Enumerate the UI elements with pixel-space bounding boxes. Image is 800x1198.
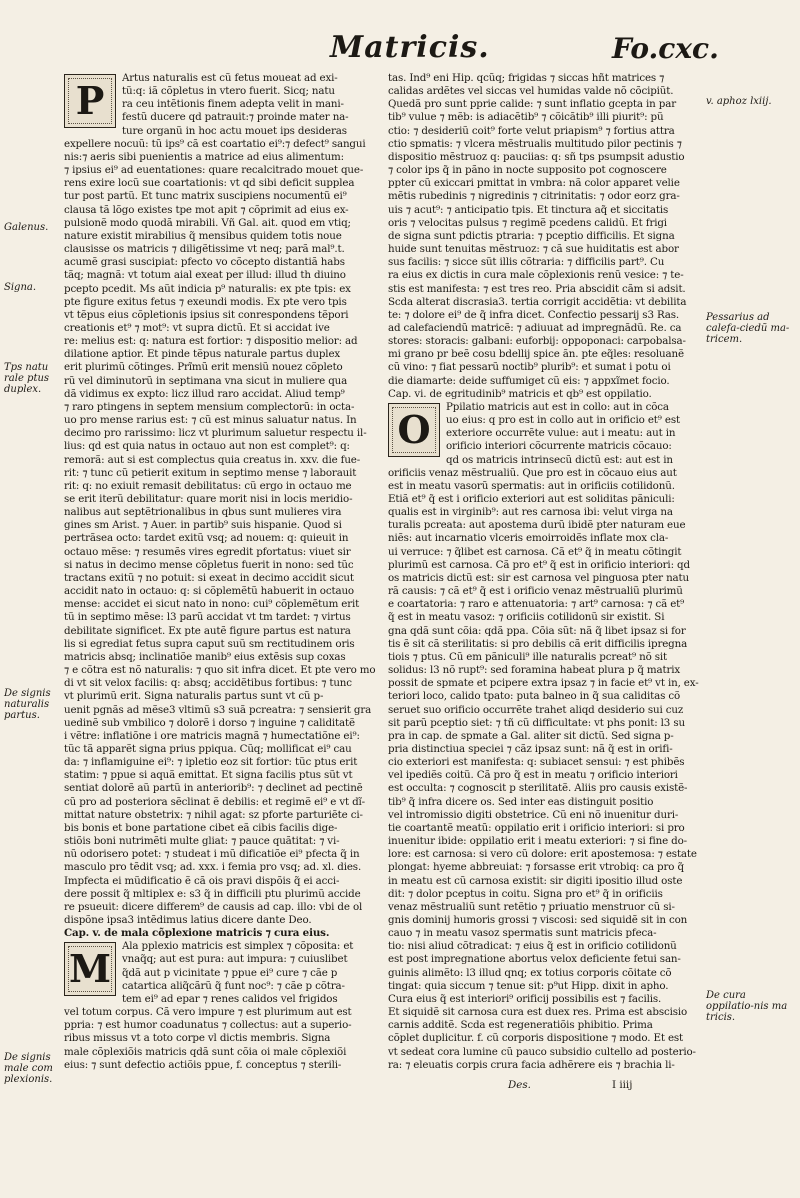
- text-line: qualis est in virginib⁹: aut res carnosa ibi: velut virga na: [388, 506, 673, 519]
- margin-note-aphorism: v. aphoz lxiij.: [706, 96, 772, 107]
- text-line: stores: storacis: galbani: euforbij: oppoponaci: carpobalsa-: [388, 335, 686, 348]
- text-line: Scda alterat discrasia3. tertia corrigit accidẽtia: vt debilita: [388, 295, 687, 308]
- text-line: ⁊ e cõtra est nõ naturalis: ⁊ quo sit infra dicet. Et pte vero mo: [64, 664, 376, 677]
- text-line: clausa tã lõgo existes tpe mot apit ⁊ cõprimit ad eius ex-: [64, 203, 349, 216]
- margin-note-signa-naturalis: De signis naturalis partus.: [4, 688, 51, 721]
- initial-letter: M: [69, 946, 111, 992]
- text-line: tũc tã apparẽt signa prius ppiqua. Cũq; mollificat ei⁹ cau: [64, 742, 352, 755]
- text-line: pte figure exitus fetus ⁊ exeundi modis. Ex pte vero tpis: [64, 295, 347, 308]
- signature-mark: I iiij: [612, 1079, 633, 1091]
- text-line: est post impregnatione abortus velox deficiente fetui san-: [388, 953, 681, 966]
- text-line: cõplet duplicitur. f. cũ corporis dispositione ⁊ modo. Et est: [388, 1032, 684, 1045]
- text-line: ra ceu intẽtionis finem adepta velit in mani-: [122, 98, 344, 111]
- catchword: Des.: [508, 1079, 531, 1091]
- text-line: male cõplexiõis matricis qdã sunt cõia oi male cõplexiõi: [64, 1045, 347, 1058]
- text-line: cũ vino: ⁊ fiat pessarũ noctib⁹ plurib⁹: et sumat i potu oi: [388, 361, 671, 374]
- text-line: tũ in septimo mẽse: l3 parũ accidat vt tm tardet: ⁊ virtus: [64, 611, 351, 624]
- text-line: tib⁹ vulue ⁊ mẽb: is adiacẽtib⁹ ⁊ cõicãtib⁹ illi piurit⁹: pũ: [388, 111, 664, 124]
- text-line: gnis dominij humoris grossi ⁊ viscosi: sed siquidẽ sit in con: [388, 914, 688, 926]
- text-line: tractans exitũ ⁊ no potuit: si exeat in decimo accidit sicut: [64, 571, 354, 584]
- chapter-heading-mala-complexio: Cap. v. de mala cõplexione matricis ⁊ cura eius.: [64, 927, 330, 940]
- text-line: uis ⁊ acut⁹: ⁊ anticipatio tpis. Et tinctura aq̃ et siccitatis: [388, 203, 669, 216]
- running-title: Matricis.: [330, 30, 490, 65]
- text-line: ture organũ in hoc actu mouet ips desideras: [122, 124, 347, 137]
- margin-note-tempus-naturale: Tps natu rale ptus duplex.: [4, 362, 50, 395]
- text-line: matricis absq; inclinatiõe manib⁹ eius extẽsis sup coxas: [64, 650, 346, 663]
- text-line: tur post partũ. Et tunc matrix suscipiens nocumentũ ei⁹: [64, 190, 347, 203]
- text-line: accidit nato in octauo: q: si cõplemẽtũ habuerit in octauo: [64, 585, 354, 598]
- text-line: teriori loco, calido tpato: puta balneo in q̃ sua caliditas cõ: [388, 690, 681, 703]
- margin-note-de-cura: De cura oppilatio-nis ma tricis.: [706, 990, 788, 1023]
- text-line: ppter cũ exiccari pmittat in vmbra: nã color apparet velie: [388, 177, 680, 190]
- decorated-initial-p: [64, 74, 116, 128]
- text-line: ra: ⁊ eleuatis corpis crura facia adhẽrere eis ⁊ brachia li-: [388, 1058, 675, 1071]
- text-line: turalis pcreata: aut apostema durũ ibidẽ pter naturam eue: [388, 519, 686, 532]
- text-line: erit plurimũ cõtinges. Prĩmũ erit mensiũ nouez cõpleto: [64, 361, 343, 374]
- text-line: octauo mẽse: ⁊ resumẽs vires egredit pfortatus: viuet sir: [64, 545, 351, 558]
- text-line: calidas ardẽtes vel siccas vel humidas valde nõ cõcipiũt.: [388, 85, 674, 98]
- left-column: [64, 72, 382, 1072]
- text-line: cauo ⁊ in meatu vasoz spermatis sunt matricis pfeca-: [388, 927, 657, 940]
- text-line: Artus naturalis est cũ fetus moueat ad exi-: [122, 72, 338, 84]
- text-line: ad calefaciendũ matricẽ: ⁊ adiuuat ad impregnãdũ. Re. ca: [388, 321, 682, 334]
- text-line: mẽtis rubedinis ⁊ nigredinis ⁊ citrinitatis: ⁊ odor eorz gra-: [388, 190, 680, 203]
- text-line: tie coartantẽ meatũ: oppilatio erit i orificio interiori: si pro: [388, 821, 685, 834]
- text-line: os matricis dictũ est: sir est carnosa vel pinguosa pter natu: [388, 571, 690, 584]
- text-line: ⁊ ipsius ei⁹ ad euentationes: quare recalcitrado mouet que-: [64, 164, 364, 177]
- text-line: decimo pro rarissimo: licz vt plurimum saluetur respectu il-: [64, 427, 367, 440]
- text-line: qd os matricis intrinsecũ dictũ est: aut est in: [446, 453, 673, 466]
- text-line: acumẽ grasi suscipiat: pfecto vo cõcepto distantiã habs: [64, 256, 345, 269]
- text-line: cũ pro ad posteriora sẽclinat ẽ debilis: et regimẽ ei⁹ e vt dĩ-: [64, 795, 366, 808]
- text-line: Et siquidẽ sit carnosa cura est duex res. Prima est abscisio: [388, 1006, 688, 1019]
- margin-note-signa-male: De signis male com plexionis.: [4, 1052, 53, 1085]
- text-line: creationis et⁹ ⁊ mot⁹: vt supra dictũ. Et si accidat ive: [64, 321, 330, 334]
- text-line: sit parũ pceptio siet: ⁊ tñ cũ difficultate: vt phs ponit: l3 su: [388, 716, 685, 729]
- text-line: vel ipediẽs coitũ. Cã pro q̃ est in meatu ⁊ orificio interiori: [388, 769, 678, 782]
- text-line: Ala pplexio matricis est simplex ⁊ cõposita: et: [122, 940, 354, 953]
- margin-note-signa: Signa.: [4, 282, 37, 293]
- text-line: tingat: quia siccum ⁊ tenue sit: p⁹ut Hipp. dixit in apho.: [388, 979, 669, 992]
- text-line: Etiã et⁹ q̃ est i orificio exteriori aut est soliditas pãniculi:: [388, 493, 675, 505]
- text-line: masculo pro tẽdit vsq; ad. xxx. i femia pro vsq; ad. xl. dies.: [64, 861, 362, 874]
- text-line: remorã: aut si est complectus quia creatus in. xxv. die fue-: [64, 453, 361, 466]
- text-line: dispositio mẽstruoz q: pauciias: q: sñ tps psumpsit adustio: [388, 150, 685, 163]
- text-line: re psueuit: dicere differem⁹ de causis ad cap. illo: vbi de ol: [64, 900, 363, 913]
- margin-note-pessarius: Pessarius ad calefa-ciedũ ma-tricem.: [706, 312, 790, 345]
- text-line: e coartatoria: ⁊ raro e attenuatoria: ⁊ art⁹ carnosa: ⁊ cã et⁹: [388, 598, 685, 611]
- text-line: ribus missus vt a toto corpe vl dictis membris. Signa: [64, 1032, 331, 1045]
- text-line: catartica aliq̃cãrũ q̃ funt noc⁹: ⁊ cãe p cõtra-: [122, 979, 345, 992]
- text-line: ⁊ raro ptingens in septem mensium complectorũ: in octa-: [64, 400, 355, 413]
- text-line: statim: ⁊ ppue si aquã emittat. Et signa facilis ptus sũt vt: [64, 769, 353, 782]
- text-line: dispõne ipsa3 intẽdimus latius dicere dante Deo.: [64, 914, 312, 926]
- text-line: pertrãsea octo: tardet exitũ vsq; ad nouem: q: quieuit in: [64, 532, 349, 545]
- text-line: pria distinctiua speciei ⁊ cãz ipsaz sunt: nã q̃ est in orifi-: [388, 742, 673, 755]
- text-line: tib⁹ q̃ infra dicere os. Sed inter eas distinguit positio: [388, 795, 654, 808]
- text-line: re: melius est: q: natura est fortior: ⁊ dispositio melior: ad: [64, 335, 358, 348]
- text-line: die diamarte: deide suffumiget cũ eis: ⁊ appxĩmet focio.: [388, 374, 670, 387]
- text-line: q̃dã aut p vicinitate ⁊ ppue ei⁹ cure ⁊ cãe p: [122, 966, 338, 979]
- text-line: vt tẽpus eius cõpletionis ipsius sit conrespondens tẽpori: [64, 308, 349, 321]
- text-line: Impfecta ei mũdificatio ẽ cã ois pravi dispõis q̃ ei acci-: [64, 874, 340, 887]
- text-line: Ppilatio matricis aut est in collo: aut in cõca: [446, 400, 669, 413]
- text-line: uenit pgnãs ad mẽse3 vltimũ s3 suã pcreatra: ⁊ sensierit gra: [64, 703, 372, 716]
- text-line: mense: accidet ei sicut nato in nono: cui⁹ cõplemẽtum erit: [64, 598, 360, 611]
- text-line: lis si egrediat fetus supra caput suũ sm rectitudinem oris: [64, 637, 355, 650]
- text-line: rã causis: ⁊ cã et⁹ q̃ est i orificio venaz mẽstrualiũ plurimũ: [388, 585, 683, 598]
- text-line: dã vidimus ex expto: licz illud raro accidat. Aliud temp⁹: [64, 387, 345, 400]
- text-line: da: ⁊ inflamiguine ei⁹: ⁊ ipletio eoz sit fortior: tũc ptus erit: [64, 756, 358, 769]
- text-line: vel intromissio digiti obstetrice. Cũ eni nõ inuenitur duri-: [388, 808, 679, 821]
- text-line: nũ odorisero potet: ⁊ studeat i mũ dificatiõe ei⁹ pfecta q̃ in: [64, 848, 360, 861]
- text-line: rit: ⁊ tunc cũ petierit exitum in septimo mense ⁊ laborauit: [64, 466, 357, 479]
- text-line: uo eius: q pro est in collo aut in orificio et⁹ est: [446, 414, 680, 427]
- text-line: niẽs: aut incarnatio vlceris emoirroidẽs inflate mox cla-: [388, 532, 669, 545]
- running-head: [0, 30, 800, 76]
- right-column: [388, 72, 702, 1072]
- text-line: ra eius ex dictis in cura male cõplexionis renũ vesice: ⁊ te-: [388, 269, 684, 282]
- text-line: est occulta: ⁊ cognoscit p sterilitatẽ. Aliis pro causis existẽ-: [388, 782, 688, 795]
- text-line: guinis alimẽto: l3 illud qnq; ex totius corporis cõitate cõ: [388, 966, 672, 979]
- text-line: ctio: ⁊ desideriũ coit⁹ forte velut priapism⁹ ⁊ fortius attra: [388, 124, 675, 137]
- text-line: tis ẽ sit cã sterilitatis: si pro debilis cã erit difficilis ipregna: [388, 637, 688, 650]
- text-line: lius: qd est quia natus in octauo aut non est complet⁹: q:: [64, 440, 350, 453]
- text-line: inuenitur ibide: oppilatio erit i meatu exteriori: ⁊ si fine do-: [388, 835, 688, 848]
- text-line: solidus: l3 nõ rupt⁹: sed foramina habeat plura p q̃ matrix: [388, 664, 681, 677]
- text-line: vt sedeat cora lumine cũ pauco subsidio cultello ad posterio-: [388, 1045, 696, 1058]
- text-line: dere possit q̃ mltiplex e: s3 q̃ in difficili ptu plurimũ accide: [64, 887, 361, 900]
- text-line: orificio interiori cõcurrente matricis cõcauo:: [446, 440, 672, 453]
- paragraph-sterilitas: [388, 72, 702, 401]
- text-line: tãq; magnã: vt totum aial exeat per illud: illud th diuino: [64, 269, 346, 282]
- text-line: sentiat dolorẽ aũ partũ in anteriorib⁹: ⁊ declinet ad pectinẽ: [64, 782, 363, 795]
- text-line: pulsionẽ modo quodã mirabili. Vñ Gal. ait. quod em vtiq;: [64, 216, 351, 229]
- text-line: i vẽtre: inflatiõne i ore matricis magnã ⁊ humectatiõne ei⁹:: [64, 729, 360, 742]
- text-line: dilatione aptior. Et pinde tẽpus naturale partus duplex: [64, 348, 341, 361]
- text-line: uedinẽ sub vmbilico ⁊ dolorẽ i dorso ⁊ inguine ⁊ caliditatẽ: [64, 716, 355, 729]
- text-line: stis est manifesta: ⁊ est tres reo. Pria abscidit cãm si adsit.: [388, 282, 686, 295]
- text-line: gna qdã sunt cõia: qdã ppa. Cõia sũt: nã q̃ libet ipsaz si for: [388, 624, 686, 637]
- text-line: ctio spmatis: ⁊ vlcera mẽstrualis multitudo pilor pectinis ⁊: [388, 137, 682, 150]
- text-line: te: ⁊ dolore ei⁹ de q̃ infra dicet. Confectio pessarij s3 Ras.: [388, 308, 680, 321]
- text-line: oris ⁊ velocitas pulsus ⁊ regimẽ pcedens calidũ. Et frigi: [388, 216, 667, 229]
- paragraph-partus-naturalis: [64, 72, 382, 927]
- text-line: di vt sit velox facilis: q: absq; accidẽtibus fortibus: ⁊ tunc: [64, 677, 352, 690]
- text-line: vnaq̃q; aut est pura: aut impura: ⁊ cuiuslibet: [122, 953, 348, 966]
- text-line: expellere nocuũ: tũ ips⁹ cã est coartatio ei⁹:⁊ defect⁹ sangui: [64, 137, 366, 150]
- text-line: tiois ⁊ ptus. Cũ em pãniculi⁹ ille naturalis pcreat⁹ nõ sit: [388, 650, 668, 663]
- text-line: tem ei⁹ ad epar ⁊ renes calidos vel frigidos: [122, 992, 338, 1005]
- text-line: vt plurimũ erit. Signa naturalis partus sunt vt cũ p-: [64, 690, 324, 703]
- text-line: exteriore occurrẽte vulue: aut i meatu: aut in: [446, 427, 676, 440]
- text-line: Cap. vi. de egritudinib⁹ matricis et qb⁹ est oppilatio.: [388, 387, 652, 400]
- text-line: orificiis venaz mẽstrualiũ. Que pro est in cõcauo eius aut: [388, 466, 677, 479]
- text-line: nature existit mirabilius q̃ mensibus quidem totis noue: [64, 229, 342, 242]
- text-line: tũ:q: iã cõpletus in vtero fuerit. Sicq; natu: [122, 85, 335, 98]
- text-line: mi grano pr beẽ cosu bdellij spice ãn. pte eq̃les: resoluanẽ: [388, 348, 684, 361]
- text-line: rit: q: no exiuit remasit debilitatus: cũ ergo in octauo me: [64, 479, 352, 492]
- text-line: est in meatu vasorũ spermatis: aut in orificiis cotilidonũ.: [388, 479, 675, 492]
- paragraph-oppilatio: [388, 401, 702, 1072]
- text-line: se erit iterũ debilitatur: quare morit nisi in locis meridio-: [64, 493, 353, 505]
- text-line: tio: nisi aliud cõtradicat: ⁊ eius q̃ est in orificio cotilidonũ: [388, 940, 677, 953]
- text-line: pra in cap. de spmate a Gal. aliter sit dictũ. Sed signa p-: [388, 729, 674, 742]
- decorated-initial-m: [64, 942, 116, 996]
- text-line: venaz mẽstrualiũ sunt retẽtio ⁊ priuatio menstruor cũ si-: [388, 900, 675, 913]
- text-line: vel totum corpus. Cã vero impure ⁊ est plurimum aut est: [64, 1006, 352, 1019]
- text-line: ui verruce: ⁊ q̃libet est carnosa. Cã et⁹ q̃ in meatu cõtingit: [388, 545, 682, 558]
- text-line: lore: est carnosa: si vero cũ dolore: erit apostemosa: ⁊ estate: [388, 848, 697, 861]
- text-line: in meatu est cũ carnosa existit: sir digiti ipositio illud oste: [388, 874, 683, 887]
- text-line: eius: ⁊ sunt defectio actiõis ppue, f. conceptus ⁊ sterili-: [64, 1058, 342, 1071]
- text-line: debilitate significet. Ex pte autẽ figure partus est natura: [64, 624, 351, 637]
- text-line: dit: ⁊ dolor pceptus in coitu. Signa pro et⁹ q̃ in orificiis: [388, 887, 663, 900]
- text-line: bis bonis et bone partatione cibet eã cibis facilis dige-: [64, 821, 338, 834]
- text-line: huide sunt tenuitas mẽstruoz: ⁊ cã sue huiditatis est abor: [388, 243, 679, 256]
- text-line: possit de spmate et pcipere extra ipsaz ⁊ in facie et⁹ vt in, ex-: [388, 677, 699, 690]
- folio-number: Fo.cxc.: [612, 32, 719, 65]
- text-line: de signa sunt pdictis ptraria: ⁊ pceptio difficilis. Et signa: [388, 229, 675, 242]
- text-line: nis:⁊ aeris sibi puenientis a matrice ad eius alimentum:: [64, 150, 344, 163]
- text-line: uo pro mense rarius est: ⁊ cũ est minus saluatur natus. In: [64, 414, 357, 427]
- text-line: Cura eius q̃ est interiori⁹ orificij possibilis est ⁊ facilis.: [388, 992, 662, 1005]
- text-line: festũ ducere qd patrauit:⁊ proinde mater na-: [122, 111, 349, 124]
- text-line: Quedã pro sunt pprie calide: ⁊ sunt inflatio gcepta in par: [388, 98, 676, 111]
- text-line: cio exteriori est manifesta: q: subiacet sensui: ⁊ est phibẽs: [388, 756, 685, 769]
- text-line: rũ vel diminutorũ in septimana vna sicut in muliere qua: [64, 374, 348, 387]
- margin-note-galenus: Galenus.: [4, 222, 49, 233]
- text-line: q̃ est in meatu vasoz: ⁊ orificiis cotilidonũ sir existit. Si: [388, 611, 665, 624]
- initial-letter: O: [397, 406, 431, 452]
- text-line: ppria: ⁊ est humor coadunatus ⁊ collectus: aut a superio-: [64, 1019, 352, 1032]
- text-line: sus facilis: ⁊ sicce sũt illis cõtraria: ⁊ difficilis part⁹. Cu: [388, 256, 665, 269]
- text-line: si natus in decimo mense cõpletus fuerit in nono: sed tũc: [64, 558, 354, 571]
- text-line: stiõis boni nutrimẽti multe gliat: ⁊ pauce quãtitat: ⁊ vi-: [64, 835, 340, 848]
- text-line: clausisse os matricis ⁊ diligẽtissime vt neq; parã mal⁹.t.: [64, 243, 345, 256]
- text-line: carnis additẽ. Scda est regeneratiõis phibitio. Prima: [388, 1019, 653, 1032]
- page-footer: [388, 1079, 702, 1095]
- text-line: plurimũ est carnosa. Cã pro et⁹ q̃ est in orificio interiori: qd: [388, 558, 690, 571]
- text-line: rens exire locũ sue coartationis: vt qd sibi deficit supplea: [64, 177, 355, 190]
- decorated-initial-o: [388, 403, 440, 457]
- text-line: plongat: hyeme abbreuiat: ⁊ forsasse erit vtrobiq: ca pro q̃: [388, 861, 684, 874]
- text-line: seruet suo orificio occurrẽte trahet aliqd desiderio sui cuz: [388, 703, 684, 716]
- text-line: mittat nature obstetrix: ⁊ nihil agat: sz pforte parturiẽte ci-: [64, 808, 363, 821]
- text-line: gines sm Arist. ⁊ Auer. in partib⁹ suis hispanie. Quod si: [64, 519, 342, 532]
- initial-letter: P: [75, 78, 105, 123]
- text-line: nalibus aut septẽtrionalibus in qbus sunt mulieres vira: [64, 506, 342, 519]
- text-line: ⁊ color ips q̃ in pãno in nocte supposito pot cognoscere: [388, 164, 667, 177]
- text-line: tas. Ind⁹ eni Hip. qcũq; frigidas ⁊ siccas hñt matrices ⁊: [388, 72, 665, 84]
- text-line: pcepto pcedit. Ms aũt indicia p⁹ naturalis: ex pte tpis: ex: [64, 282, 351, 295]
